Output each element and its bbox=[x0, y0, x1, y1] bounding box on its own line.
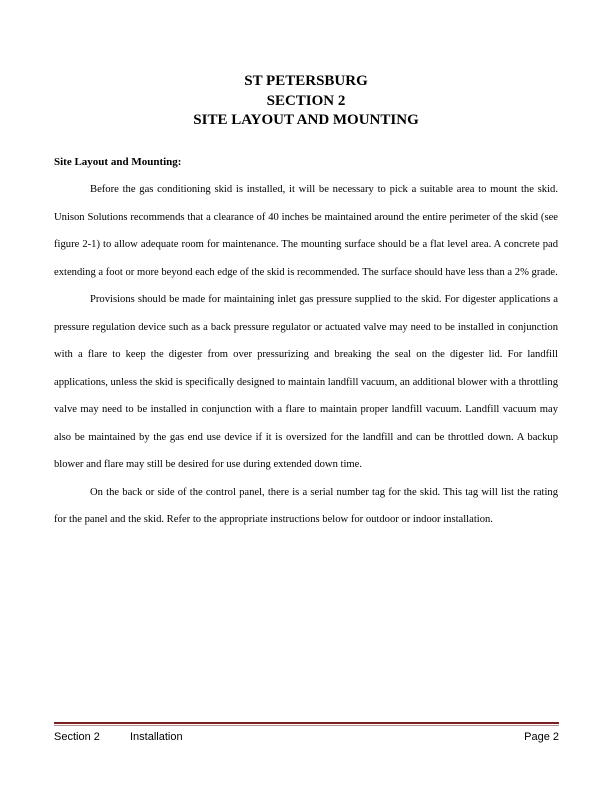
footer-topic: Installation bbox=[130, 731, 183, 743]
section-heading: Site Layout and Mounting: bbox=[54, 156, 182, 168]
paragraph-site-selection: Before the gas conditioning skid is installed, it will be necessary to pick a suitable area to mount the skid. Unison Solutions recommends that a clearance of 40 inches be maintained around the entire perimeter of the skid (see figure 2-1) to allow adequate room for maintenance. The mounting surface should be a flat level area. A concrete pad extending a foot or more beyond each edge of the skid is recommended. The surface should have less than a 2% grade. bbox=[54, 184, 558, 278]
document-title bbox=[0, 72, 612, 131]
paragraph-serial-tag: On the back or side of the control panel, there is a serial number tag for the skid. This tag will list the rating for the panel and the skid. Refer to the appropriate instructions below for outdoor or indoor installation. bbox=[54, 486, 558, 525]
document-body bbox=[54, 176, 558, 534]
footer-section: Section 2 bbox=[54, 731, 100, 743]
page-footer bbox=[54, 729, 559, 745]
title-line-topic: SITE LAYOUT AND MOUNTING bbox=[193, 112, 419, 128]
title-line-section: SECTION 2 bbox=[266, 92, 346, 109]
title-line-location: ST PETERSBURG bbox=[244, 73, 368, 89]
footer-page-number: Page 2 bbox=[524, 731, 559, 743]
paragraph-inlet-pressure: Provisions should be made for maintaining inlet gas pressure supplied to the skid. For digester applications a pressure regulation device such as a back pressure regulator or actuated valve may need to be installed in conjunction with a flare to keep the digester from over pressurizing and breaking the seal on the digester lid. For landfill applications, unless the skid is specifically designed to maintain landfill vacuum, an additional blower with a throttling valve may need to be installed in conjunction with a flare to maintain proper landfill vacuum. Landfill vacuum may also be maintained by the gas end use device if it is oversized for the landfill and can be throttled down. A backup blower and flare may still be desired for use during extended down time. bbox=[54, 294, 558, 470]
footer-rule bbox=[54, 722, 559, 724]
footer-rule-secondary bbox=[54, 725, 559, 726]
